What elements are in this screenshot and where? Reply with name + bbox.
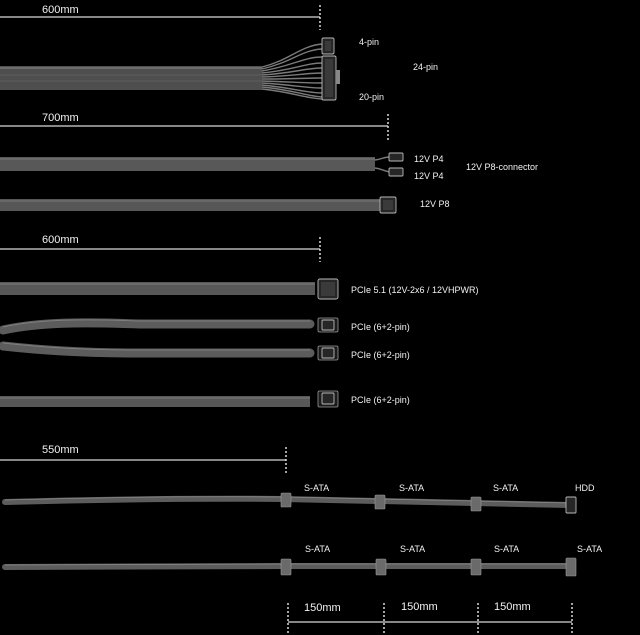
- label-pcie-c: PCIe (6+2-pin): [351, 395, 410, 405]
- cpu-p4-connector-b: [389, 168, 403, 176]
- sata2-connector-4: [566, 558, 576, 576]
- label-4-pin: 4-pin: [359, 37, 380, 47]
- label-sata1-c2: S-ATA: [399, 483, 425, 493]
- label-sata1-c4: HDD: [575, 483, 595, 493]
- pcie-connector-c-face: [322, 393, 334, 404]
- cpu-p4-wire-a: [375, 157, 390, 160]
- pcie-cable-a: [3, 323, 310, 330]
- label-sata2-c1: S-ATA: [305, 544, 331, 554]
- cpu-p4-connector-a: [389, 153, 403, 161]
- pcie5-face: [321, 282, 335, 296]
- pcie-cable-group: [0, 234, 479, 407]
- label-24-pin: 24-pin: [413, 62, 439, 72]
- label-12v-p8: 12V P8: [420, 199, 450, 209]
- spacing-label-3: 150mm: [494, 601, 531, 613]
- label-pcie-b: PCIe (6+2-pin): [351, 350, 410, 360]
- atx-wires: [262, 44, 322, 99]
- label-pcie-a: PCIe (6+2-pin): [351, 322, 410, 332]
- label-pcie5: PCIe 5.1 (12V-2x6 / 12VHPWR): [351, 285, 479, 295]
- label-20-pin: 20-pin: [359, 92, 385, 102]
- length-label-pcie: 600mm: [42, 234, 79, 246]
- label-sata1-c1: S-ATA: [304, 483, 330, 493]
- atx-cable-sleeve: [0, 66, 262, 90]
- length-label-sata: 550mm: [42, 444, 79, 456]
- spacing-label-1: 150mm: [304, 602, 341, 614]
- sata1-hdd-connector: [566, 497, 576, 513]
- label-sata1-c3: S-ATA: [493, 483, 519, 493]
- sata-cable-group: [0, 444, 602, 576]
- label-12v-p4-a: 12V P4: [414, 154, 444, 164]
- sata1-connector-2: [375, 495, 385, 509]
- sata2-connector-2: [376, 559, 386, 575]
- sata1-connector-1: [281, 493, 291, 507]
- sata2-connector-1: [281, 559, 291, 575]
- label-sata2-c2: S-ATA: [400, 544, 426, 554]
- atx-cable-group: [0, 4, 438, 102]
- sata2-connector-3: [471, 559, 481, 575]
- cpu-p8-face: [383, 200, 393, 210]
- label-sata2-c3: S-ATA: [494, 544, 520, 554]
- pcie-connector-a-face: [322, 320, 334, 330]
- pcie-connector-b-face: [322, 348, 334, 358]
- spacing-label-2: 150mm: [401, 601, 438, 613]
- label-12v-p4-b: 12V P4: [414, 171, 444, 181]
- atx-latch: [336, 70, 340, 84]
- length-label-cpu: 700mm: [42, 112, 79, 124]
- cpu-cable-group: [0, 112, 538, 213]
- spacing-dimension-group: [288, 601, 572, 633]
- atx-20pin-face: [325, 59, 333, 97]
- length-label-atx: 600mm: [42, 4, 79, 16]
- atx-4pin-face: [325, 41, 331, 51]
- label-sata2-c4: S-ATA: [577, 544, 603, 554]
- cpu-p4-wire-b: [375, 168, 390, 172]
- sata1-connector-3: [471, 497, 481, 511]
- label-12v-p8-connector: 12V P8-connector: [466, 162, 539, 172]
